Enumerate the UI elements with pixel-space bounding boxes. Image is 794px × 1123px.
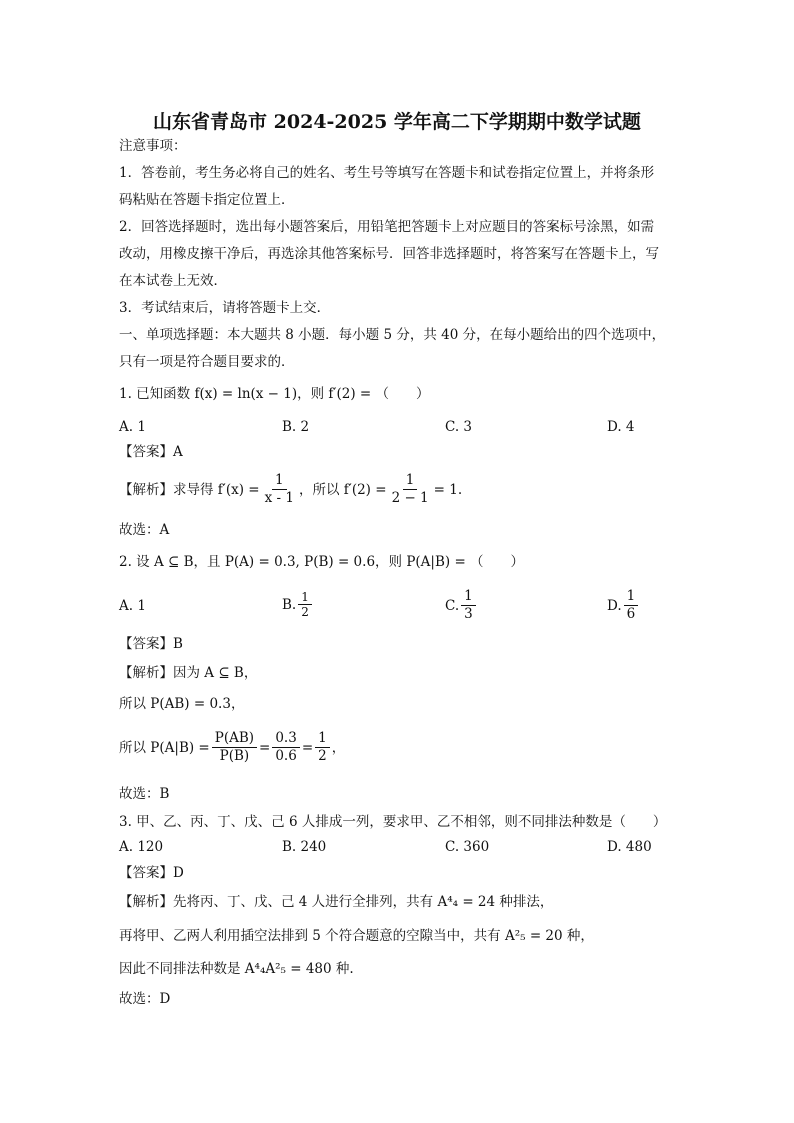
notice-heading: 注意事项： [119, 138, 187, 154]
question-2-analysis-3 [119, 730, 345, 765]
fraction-numerator: 1 [315, 730, 330, 748]
page-title: 山东省青岛市 2024-2025 学年高二下学期期中数学试题 [153, 111, 641, 133]
notice-item-1-line-2: 码粘贴在答题卡指定位置上． [119, 192, 295, 208]
question-1-analysis-mid: ，所以 f′(2) = [298, 481, 387, 498]
fraction-numerator: P(AB) [212, 730, 257, 748]
question-1-analysis [119, 472, 462, 507]
question-2-analysis-1: 【解析】因为 A ⊆ B， [119, 665, 258, 681]
question-1-option-b: B. 2 [282, 419, 310, 435]
fraction-numerator: 1 [298, 590, 312, 605]
fraction-denominator: x - 1 [264, 490, 294, 506]
fraction-denominator: 2 [301, 605, 309, 619]
question-1-fraction-2 [389, 472, 432, 507]
question-3-analysis-3: 因此不同排法种数是 A⁴₄A²₅ = 480 种. [119, 961, 354, 977]
question-1-answer: 【答案】A [119, 444, 183, 460]
fraction-numerator: 1 [272, 472, 287, 490]
option-label: B. [282, 596, 297, 613]
fraction-denominator: 2 − 1 [391, 490, 429, 506]
notice-item-1-line-1: 1．答卷前，考生务必将自己的姓名、考生号等填写在答题卡和试卷指定位置上，并将条形 [119, 165, 655, 181]
option-fraction [624, 588, 639, 623]
fraction-numerator: 1 [624, 588, 639, 606]
question-3-analysis-1: 【解析】先将丙、丁、戊、己 4 人进行全排列，共有 A⁴₄ = 24 种排法， [119, 894, 554, 910]
notice-item-2-line-1: 2．回答选择题时，选出每小题答案后，用铅笔把答题卡上对应题目的答案标号涂黑，如需 [119, 219, 655, 235]
question-3-analysis-2: 再将甲、乙两人利用插空法排到 5 个符合题意的空隙当中，共有 A²₅ = 20 种， [119, 928, 594, 944]
question-2-conclusion: 故选：B [119, 786, 170, 802]
fraction-denominator: 3 [464, 606, 473, 622]
fraction-numerator: 1 [403, 472, 418, 490]
fraction-numerator: 0.3 [272, 730, 299, 748]
fraction-values [272, 730, 299, 765]
question-2-option-a: A. 1 [119, 598, 146, 614]
question-2-answer: 【答案】B [119, 636, 183, 652]
fraction-denominator: 2 [318, 748, 327, 764]
question-3-option-d: D. 480 [607, 839, 652, 855]
question-2-option-c [445, 588, 478, 623]
notice-item-2-line-3: 在本试卷上无效． [119, 273, 227, 289]
question-1-option-a: A. 1 [119, 419, 146, 435]
question-1-analysis-end: = 1. [433, 481, 463, 498]
fraction-denominator: 6 [626, 606, 636, 622]
fraction-denominator: 0.6 [275, 748, 297, 764]
equals-sign: = [259, 739, 271, 756]
notice-item-3: 3．考试结束后，请将答题卡上交． [119, 300, 331, 316]
question-3-stem: 3. 甲、乙、丙、丁、戊、己 6 人排成一列，要求甲、乙不相邻，则不同排法种数是（ ） [119, 814, 667, 830]
question-3-option-c: C. 360 [445, 839, 490, 855]
option-label: D. [607, 597, 622, 614]
analysis-prefix: 所以 P(A|B) = [119, 739, 210, 756]
question-3-answer: 【答案】D [119, 865, 184, 881]
fraction-denominator: P(B) [219, 748, 250, 764]
notice-item-2-line-2: 改动，用橡皮擦干净后，再选涂其他答案标号．回答非选择题时，将答案写在答题卡上，写 [119, 246, 659, 262]
question-3-conclusion: 故选：D [119, 991, 171, 1007]
question-3-option-b: B. 240 [282, 839, 327, 855]
section-heading-line-1: 一、单项选择题：本大题共 8 小题．每小题 5 分，共 40 分，在每小题给出的四个选项中， [119, 327, 666, 343]
fraction-conditional [212, 730, 257, 765]
fraction-numerator: 1 [461, 588, 476, 606]
option-fraction [298, 590, 312, 619]
section-heading-line-2: 只有一项是符合题目要求的． [119, 354, 295, 370]
question-1-fraction-1 [262, 472, 297, 507]
question-1-option-d: D. 4 [607, 419, 635, 435]
question-3-option-a: A. 120 [119, 839, 164, 855]
question-2-analysis-2: 所以 P(AB) = 0.3， [119, 696, 245, 712]
question-2-option-d [607, 588, 640, 623]
question-1-stem: 1. 已知函数 f(x) = ln(x − 1)，则 f′(2) = （ ） [119, 386, 430, 402]
question-2-option-b [282, 590, 314, 619]
question-1-analysis-prefix: 【解析】求导得 f′(x) = [119, 481, 260, 498]
analysis-end: ， [331, 739, 346, 756]
question-2-stem: 2. 设 A ⊆ B，且 P(A) = 0.3, P(B) = 0.6，则 P(A|B) = （ ） [119, 554, 525, 570]
question-1-option-c: C. 3 [445, 419, 473, 435]
question-1-conclusion: 故选：A [119, 522, 170, 538]
fraction-result [315, 730, 330, 765]
option-fraction [461, 588, 476, 623]
option-label: C. [445, 597, 460, 614]
equals-sign: = [301, 739, 314, 756]
